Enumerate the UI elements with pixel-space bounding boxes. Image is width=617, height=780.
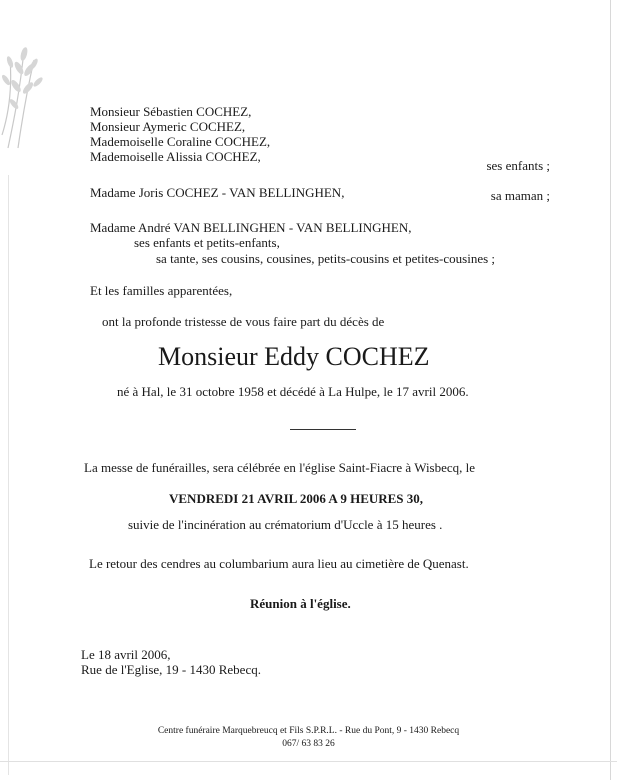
birth-death: né à Hal, le 31 octobre 1958 et décédé à La Hulpe, le 17 avril 2006. [117,384,469,399]
child-3: Mademoiselle Coraline COCHEZ, [90,134,271,149]
mother-role: sa maman ; [490,188,550,203]
deceased-name: Monsieur Eddy COCHEZ [158,342,430,371]
ashes: Le retour des cendres au columbarium aura lieu au cimetière de Quenast. [89,556,469,571]
families: Et les familles apparentées, [90,283,233,298]
phone: 067/ 63 83 26 [282,739,335,749]
meeting: Réunion à l'église. [250,596,351,611]
page-edge-right [610,0,611,780]
cremation: suivie de l'incinération au crématorium d'Uccle à 15 heures . [128,517,443,532]
mother-name: Madame Joris COCHEZ - VAN BELLINGHEN, [90,185,345,200]
address: Rue de l'Eglise, 19 - 1430 Rebecq. [81,662,261,677]
date-place: Le 18 avril 2006, [81,647,171,662]
page-edge-bottom [0,761,617,762]
children-role: ses enfants ; [486,158,550,173]
child-2: Monsieur Aymeric COCHEZ, [90,119,246,134]
relatives: sa tante, ses cousins, cousines, petits-cousins et petites-cousines ; [156,251,496,266]
grandmother-name: Madame André VAN BELLINGHEN - VAN BELLINGHEN, [90,220,412,235]
wheat-emblem-icon [0,40,60,150]
mass-date: VENDREDI 21 AVRIL 2006 A 9 HEURES 30, [169,491,424,506]
child-4: Mademoiselle Alissia COCHEZ, [90,149,261,164]
grandmother-family: ses enfants et petits-enfants, [134,235,280,250]
section-divider [290,429,356,430]
child-1: Monsieur Sébastien COCHEZ, [90,104,252,119]
page-edge-left [8,175,9,775]
mass-announcement: La messe de funérailles, sera célébrée en l'église Saint-Fiacre à Wisbecq, le [84,460,476,475]
funeral-home: Centre funéraire Marquebreucq et Fils S.P.R.L. - Rue du Pont, 9 - 1430 Rebecq [157,726,460,736]
announcement: ont la profonde tristesse de vous faire part du décès de [102,314,385,329]
